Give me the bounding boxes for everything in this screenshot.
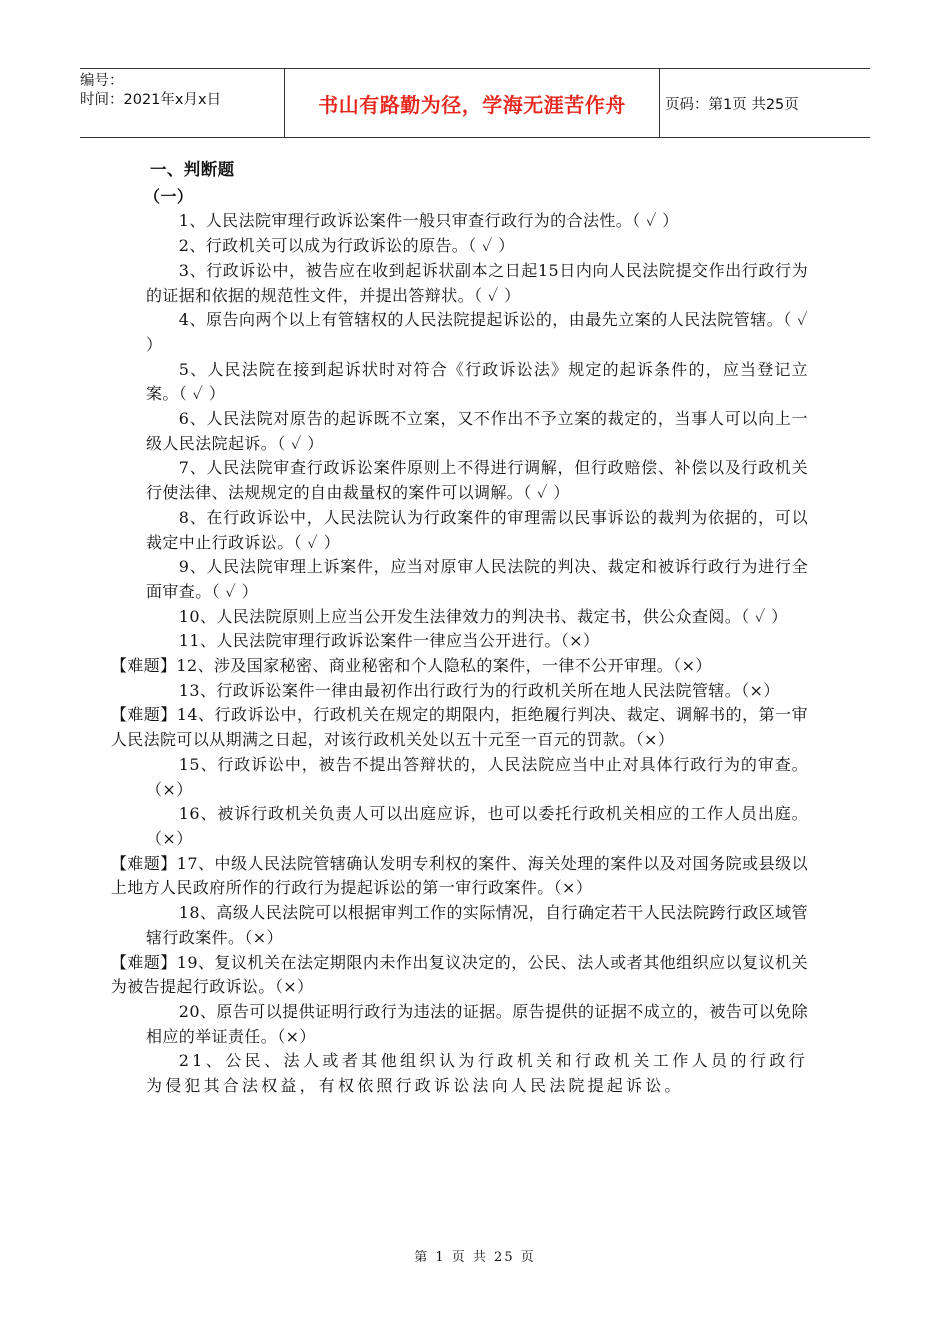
difficulty-tag: 【难题】	[110, 656, 177, 676]
question-text: 16、被诉行政机关负责人可以出庭应诉，也可以委托行政机关相应的工作人员出庭。（×）	[146, 804, 808, 848]
question-item	[146, 629, 808, 654]
question-item	[146, 506, 808, 555]
question-item	[146, 901, 808, 950]
question-text: 20、原告可以提供证明行政行为违法的证据。原告提供的证据不成立的，被告可以免除相应的举证责任。（×）	[146, 1001, 808, 1046]
question-text: 13、行政诉讼案件一律由最初作出行政行为的行政机关所在地人民法院管辖。（×）	[178, 680, 780, 700]
number-label: 编号：	[80, 73, 124, 89]
document-body	[110, 158, 808, 1099]
question-item	[146, 605, 808, 630]
section-title: 一、判断题	[150, 160, 235, 179]
question-list	[110, 209, 808, 1098]
question-text: 14、行政诉讼中，行政机关在规定的期限内，拒绝履行判决、裁定、调解书的，第一审人民法院可以从期满之日起，对该行政机关处以五十元至一百元的罚款。（×）	[110, 705, 808, 750]
difficulty-tag: 【难题】	[110, 952, 177, 972]
question-text: 17、中级人民法院管辖确认发明专利权的案件、海关处理的案件以及对国务院或县级以上地方人民政府所作的行政行为提起诉讼的第一审行政案件。（×）	[110, 853, 808, 898]
question-text: 9、人民法院审理上诉案件，应当对原审人民法院的判决、裁定和被诉行政行为进行全面审查。（ ✓ ）	[146, 557, 808, 601]
question-text: 6、人民法院对原告的起诉既不立案，又不作出不予立案的裁定的，当事人可以向上一级人民法院起诉。（ ✓ ）	[146, 409, 808, 453]
header-table	[80, 68, 870, 138]
question-text: 2、行政机关可以成为行政诉讼的原告。（ ✓ ）	[178, 236, 515, 256]
question-item	[146, 555, 808, 604]
question-item	[146, 209, 808, 234]
question-item	[146, 753, 808, 802]
question-text: 11、人民法院审理行政诉讼案件一律应当公开进行。（×）	[178, 631, 600, 651]
question-item	[146, 456, 808, 505]
question-item	[146, 259, 808, 308]
difficulty-tag: 【难题】	[110, 853, 177, 873]
question-item	[111, 852, 808, 901]
question-item	[146, 802, 808, 851]
question-text: 12、涉及国家秘密、商业秘密和个人隐私的案件，一律不公开审理。（×）	[176, 656, 712, 676]
question-text: 19、复议机关在法定期限内未作出复议决定的，公民、法人或者其他组织应以复议机关为被告提起行政诉讼。（×）	[110, 952, 808, 997]
page-footer: 第 1 页 共 25 页	[414, 1250, 536, 1265]
question-text: 21、公民、法人或者其他组织认为行政机关和行政机关工作人员的行政行为侵犯其合法权益，有权依照行政诉讼法向人民法院提起诉讼。	[146, 1051, 808, 1096]
question-text: 8、在行政诉讼中，人民法院认为行政案件的审理需以民事诉讼的裁判为依据的，可以裁定中止行政诉讼。（ ✓ ）	[146, 507, 808, 552]
question-item	[146, 1000, 808, 1049]
header-page-code: 页码：第1页 共25页	[665, 96, 799, 113]
question-item	[146, 407, 808, 456]
question-text: 18、高级人民法院可以根据审判工作的实际情况，自行确定若干人民法院跨行政区域管辖行政案件。（×）	[146, 903, 808, 947]
difficulty-tag: 【难题】	[110, 705, 177, 725]
question-text: 7、人民法院审查行政诉讼案件原则上不得进行调解，但行政赔偿、补偿以及行政机关行使法律、法规规定的自由裁量权的案件可以调解。（ ✓ ）	[146, 458, 808, 503]
question-item	[146, 234, 808, 259]
question-text: 4、原告向两个以上有管辖权的人民法院提起诉讼的，由最先立案的人民法院管辖。（ ✓ ）	[146, 310, 808, 354]
question-text: 5、人民法院在接到起诉状时对符合《行政诉讼法》规定的起诉条件的，应当登记立案。（ ✓ ）	[146, 359, 808, 404]
question-item	[111, 703, 808, 752]
time-label: 时间：2021年x月x日	[80, 92, 222, 108]
question-item	[146, 308, 808, 357]
question-item	[111, 951, 808, 1000]
question-item	[111, 654, 808, 679]
header-motto: 书山有路勤为径，学海无涯苦作舟	[285, 69, 660, 137]
question-item	[146, 679, 808, 704]
question-text: 10、人民法院原则上应当公开发生法律效力的判决书、裁定书，供公众查阅。（ ✓ ）	[178, 606, 788, 626]
header-meta-cell	[80, 69, 285, 137]
question-text: 3、行政诉讼中，被告应在收到起诉状副本之日起15日内向人民法院提交作出行政行为的证据和依据的规范性文件，并提出答辩状。（ ✓ ）	[146, 260, 808, 305]
subsection-title: （一）	[144, 186, 194, 206]
question-text: 1、人民法院审理行政诉讼案件一般只审查行政行为的合法性。（ ✓ ）	[178, 211, 679, 231]
question-text: 15、行政诉讼中，被告不提出答辩状的，人民法院应当中止对具体行政行为的审查。（×）	[146, 754, 808, 799]
question-item	[146, 358, 808, 407]
question-item	[146, 1049, 808, 1098]
